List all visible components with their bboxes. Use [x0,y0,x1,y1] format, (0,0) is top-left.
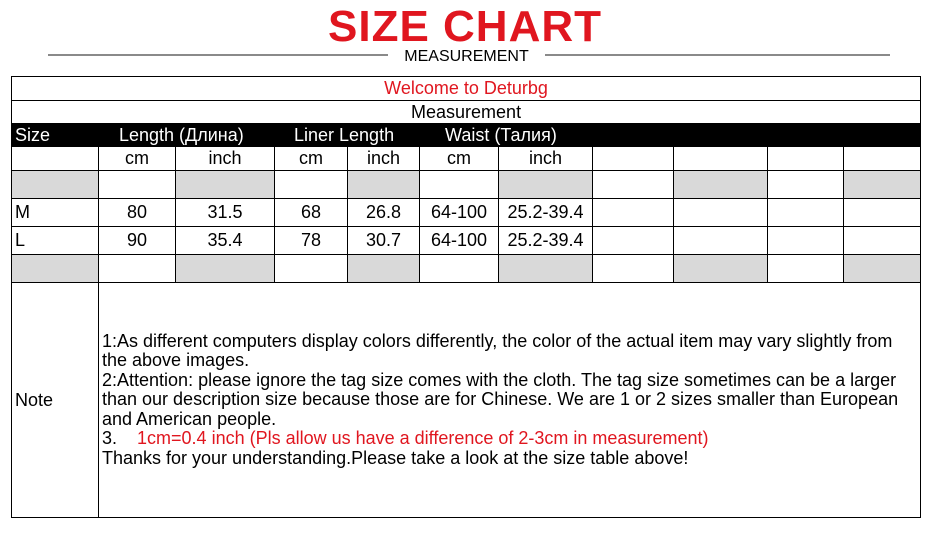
liner-inch: 26.8 [348,199,420,227]
liner-inch: 30.7 [348,227,420,255]
table-row [12,227,921,255]
liner-cm: 78 [275,227,348,255]
length-cm: 80 [99,199,176,227]
column-header-liner-length: Liner Length [294,125,395,145]
note-line-3-prefix: 3. [102,428,118,449]
unit-cell: inch [176,147,275,171]
welcome-banner: Welcome to Deturbg [12,77,921,101]
unit-cell: inch [348,147,420,171]
note-line-1: 1:As different computers display colors differently, the color of the actual item may vary slightly from the above images. [102,330,893,371]
note-row [12,283,921,518]
waist-cm: 64-100 [420,199,499,227]
unit-cell: cm [420,147,499,171]
right-divider [545,54,890,56]
measurement-title: Measurement [12,101,921,124]
waist-inch: 25.2-39.4 [499,227,593,255]
left-divider [48,54,388,56]
note-content [99,283,921,518]
unit-cell: inch [499,147,593,171]
column-header-waist: Waist (Талия) [445,125,557,145]
length-inch: 35.4 [176,227,275,255]
note-line-4: Thanks for your understanding.Please take a look at the size table above! [102,447,689,468]
note-line-3 [102,429,920,449]
units-row [12,147,921,171]
column-header-size: Size [12,124,99,147]
waist-cm: 64-100 [420,227,499,255]
size-label: M [12,199,99,227]
waist-inch: 25.2-39.4 [499,199,593,227]
size-table [11,76,921,518]
page-subtitle: MEASUREMENT [404,48,529,65]
column-header-row [12,124,921,147]
note-label: Note [12,283,99,518]
table-row [12,199,921,227]
length-inch: 31.5 [176,199,275,227]
note-line-3-conversion: 1cm=0.4 inch (Pls allow us have a difference of 2-3cm in measurement) [137,428,709,449]
unit-cell: cm [275,147,348,171]
spacer-row [12,255,921,283]
page-title: SIZE CHART [328,2,602,51]
unit-cell: cm [99,147,176,171]
column-header-length: Length (Длина) [119,125,244,145]
length-cm: 90 [99,227,176,255]
liner-cm: 68 [275,199,348,227]
size-label: L [12,227,99,255]
note-line-2: 2:Attention: please ignore the tag size comes with the cloth. The tag size sometimes can be a larger than our description size because those are for Chinese. We are 1 or 2 sizes smaller than European and American people. [102,369,899,429]
spacer-row [12,171,921,199]
